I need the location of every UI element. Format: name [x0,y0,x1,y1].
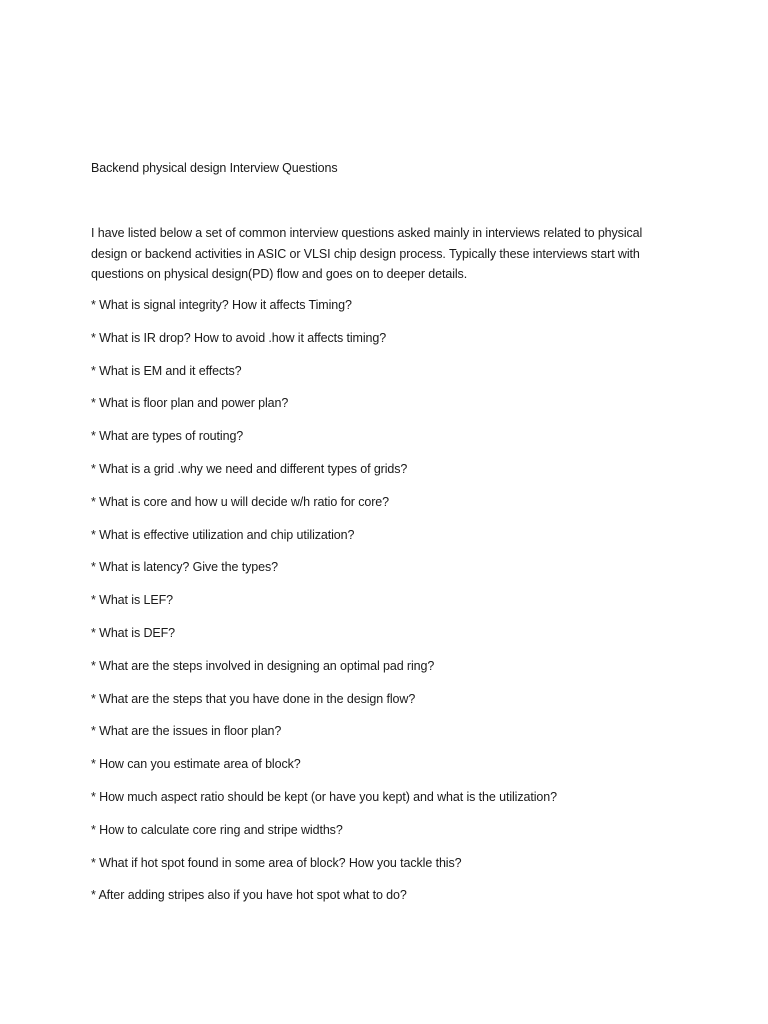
question-item: * What if hot spot found in some area of block? How you tackle this? [91,855,462,870]
question-item: * How to calculate core ring and stripe widths? [91,822,343,837]
question-item: * What are the steps involved in designing an optimal pad ring? [91,658,435,673]
question-item: * What is core and how u will decide w/h ratio for core? [91,494,390,509]
question-item: * What is EM and it effects? [91,363,242,378]
question-item: * What is signal integrity? How it affects Timing? [91,298,352,312]
question-item: * What are the steps that you have done in the design flow? [91,691,416,706]
question-item: * What is LEF? [91,593,173,608]
question-item: * How can you estimate area of block? [91,757,301,772]
question-item: * What is effective utilization and chip utilization? [91,527,355,542]
question-item: * What is floor plan and power plan? [91,396,289,411]
document-title: Backend physical design Interview Questions [91,161,338,175]
question-item: * What is DEF? [91,625,176,640]
intro-paragraph: I have listed below a set of common interview questions asked mainly in interviews related to physical design or backend activities in ASIC or VLSI chip design process. Typically these interviews start with questions on physical design(PD) flow and goes on to deeper details. [91,226,643,281]
question-item: * After adding stripes also if you have hot spot what to do? [91,888,407,903]
question-item: * How much aspect ratio should be kept (or have you kept) and what is the utilization? [91,789,557,804]
question-list [91,296,557,919]
question-item: * What is latency? Give the types? [91,560,278,575]
question-item: * What is a grid .why we need and different types of grids? [91,461,408,476]
question-item: * What are types of routing? [91,429,244,444]
question-item: * What are the issues in floor plan? [91,724,282,739]
question-item: * What is IR drop? How to avoid .how it affects timing? [91,330,387,345]
